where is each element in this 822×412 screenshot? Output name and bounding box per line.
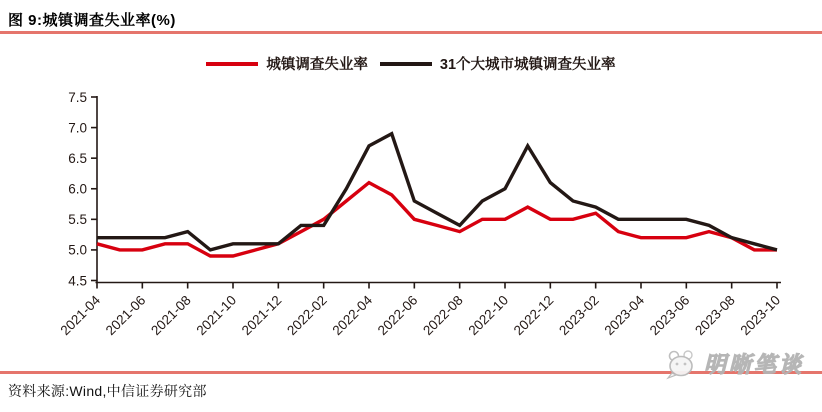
x-tick-label: 2022-06 — [374, 292, 421, 339]
watermark — [664, 346, 804, 380]
x-tick-label: 2022-10 — [465, 292, 512, 339]
watermark-text: 明晰笔谈 — [703, 351, 804, 377]
x-tick-label: 2022-02 — [284, 292, 330, 339]
y-tick-label: 6.0 — [68, 181, 87, 197]
x-tick-label: 2021-06 — [102, 292, 149, 339]
y-tick-label: 5.0 — [68, 242, 87, 258]
legend-label-31cities: 31个大城市城镇调查失业率 — [439, 57, 616, 73]
x-tick-label: 2023-04 — [601, 292, 648, 339]
x-tick-label: 2021-04 — [57, 292, 104, 339]
x-tick-label: 2022-04 — [329, 292, 376, 339]
y-tick-label: 6.5 — [68, 150, 87, 166]
x-tick-label: 2021-10 — [193, 292, 240, 339]
y-tick-label: 5.5 — [68, 212, 87, 228]
data-source-note: 资料来源:Wind,中信证券研究部 — [8, 383, 207, 399]
x-tick-label: 2023-08 — [692, 292, 738, 339]
x-tick-label: 2021-12 — [238, 292, 285, 339]
mingxi-panda-bubble-logo-icon — [664, 346, 698, 380]
figure-title: 图 9:城镇调查失业率(%) — [8, 12, 176, 29]
y-tick-label: 7.5 — [68, 89, 87, 105]
x-tick-label: 2022-08 — [420, 292, 466, 339]
x-tick-label: 2023-06 — [646, 292, 693, 339]
x-tick-label: 2023-02 — [556, 292, 602, 339]
x-tick-label: 2023-10 — [737, 292, 784, 339]
y-tick-label: 4.5 — [68, 273, 87, 289]
x-tick-label: 2021-08 — [148, 292, 194, 339]
y-tick-label: 7.0 — [68, 120, 87, 136]
legend-label-national: 城镇调查失业率 — [266, 57, 368, 73]
series-line-31cities — [97, 134, 777, 250]
x-tick-label: 2022-12 — [510, 292, 557, 339]
